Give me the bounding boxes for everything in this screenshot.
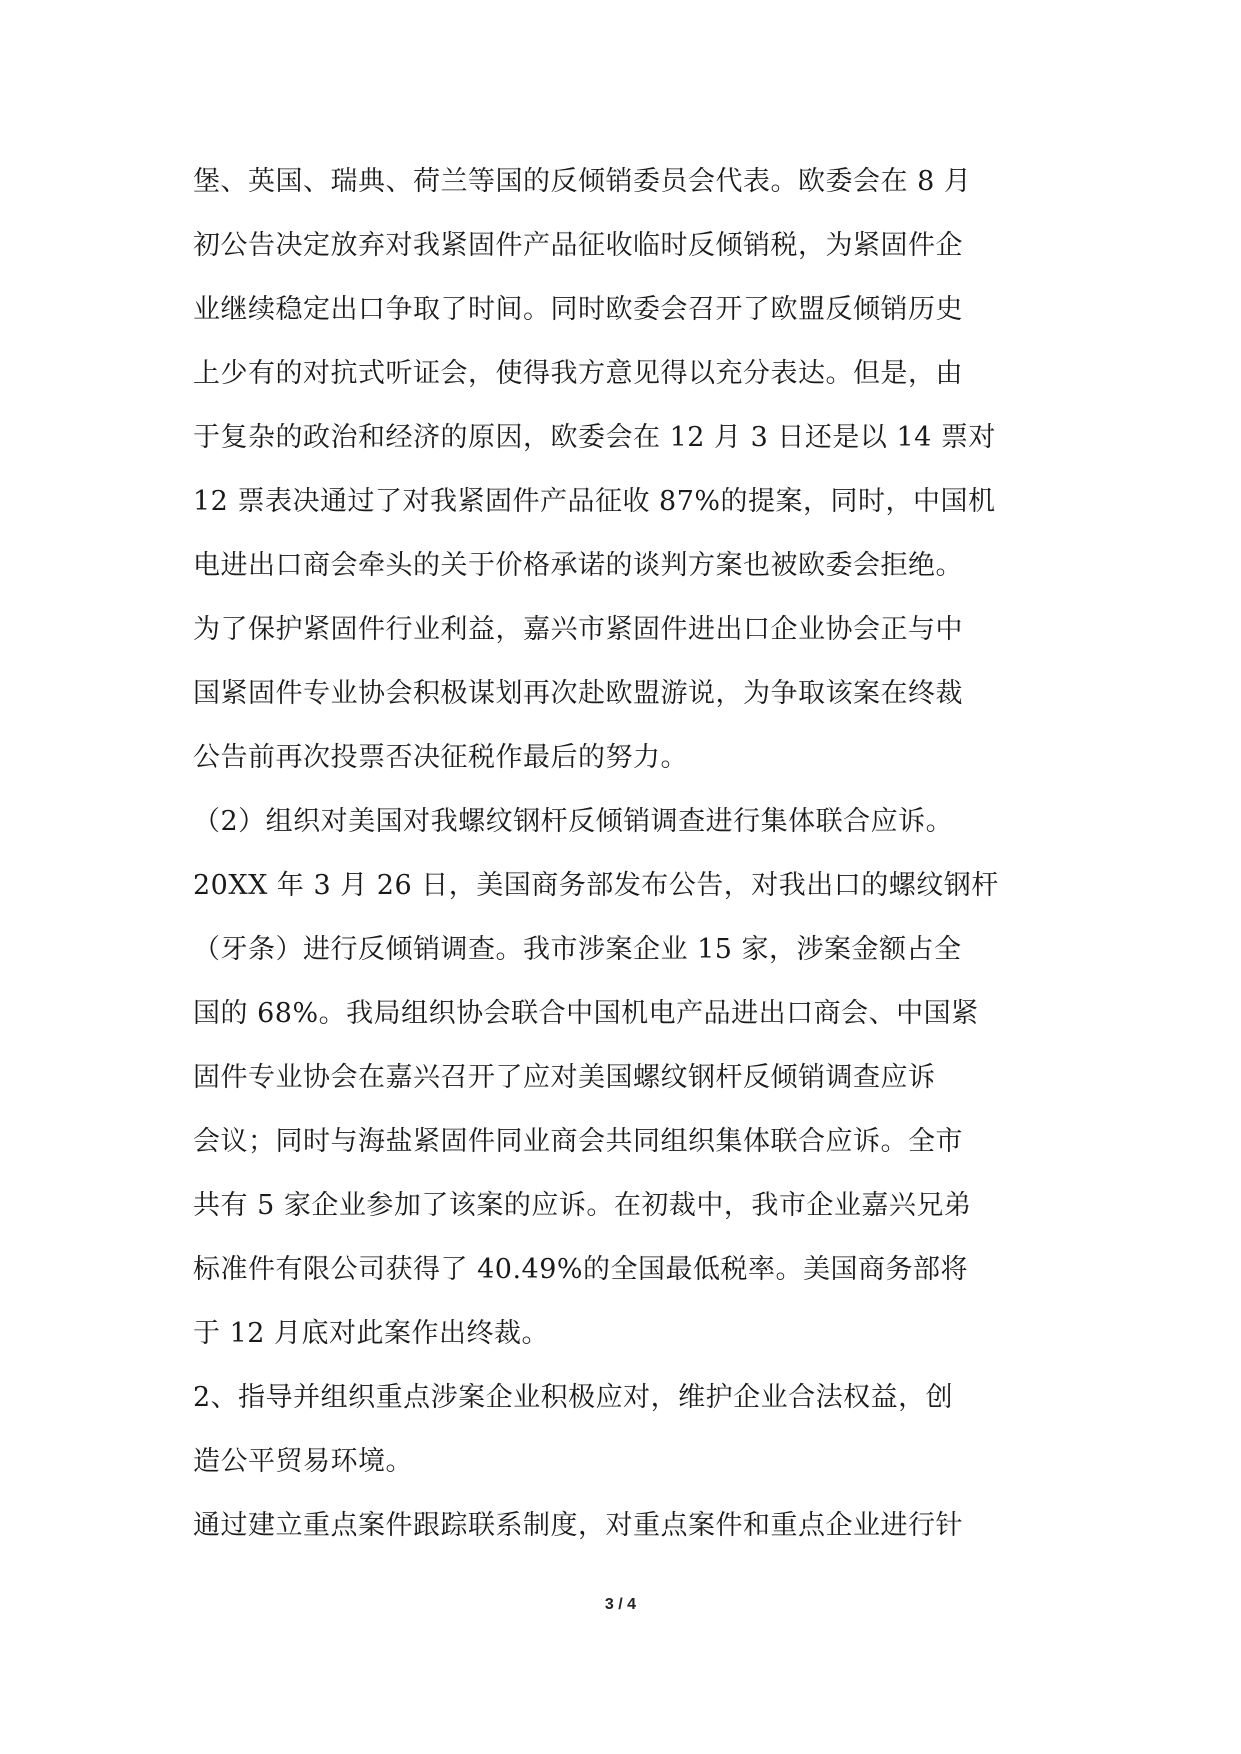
text-line: 12 票表决通过了对我紧固件产品征收 87%的提案，同时，中国机: [193, 486, 996, 517]
text-line: 业继续稳定出口争取了时间。同时欧委会召开了欧盟反倾销历史: [193, 294, 963, 325]
text-line: 于复杂的政治和经济的原因，欧委会在 12 月 3 日还是以 14 票对: [193, 422, 996, 453]
text-line: 堡、英国、瑞典、荷兰等国的反倾销委员会代表。欧委会在 8 月: [193, 166, 972, 197]
text-line: 国的 68%。我局组织协会联合中国机电产品进出口商会、中国紧: [193, 998, 979, 1029]
page-number: 3 / 4: [604, 1596, 637, 1613]
text-line: 会议；同时与海盐紧固件同业商会共同组织集体联合应诉。全市: [193, 1126, 963, 1157]
section-heading: 2、指导并组织重点涉案企业积极应对，维护企业合法权益，创: [193, 1382, 954, 1413]
text-line: 造公平贸易环境。: [193, 1446, 413, 1477]
text-line: 上少有的对抗式听证会，使得我方意见得以充分表达。但是，由: [193, 358, 963, 389]
text-line: 共有 5 家企业参加了该案的应诉。在初裁中，我市企业嘉兴兄弟: [193, 1190, 972, 1221]
section-heading: （2）组织对美国对我螺纹钢杆反倾销调查进行集体联合应诉。: [193, 806, 954, 837]
text-line: （牙条）进行反倾销调查。我市涉案企业 15 家，涉案金额占全: [193, 934, 962, 965]
text-line: 固件专业协会在嘉兴召开了应对美国螺纹钢杆反倾销调查应诉: [193, 1062, 936, 1093]
text-line: 初公告决定放弃对我紧固件产品征收临时反倾销税，为紧固件企: [193, 230, 963, 261]
text-line: 为了保护紧固件行业利益，嘉兴市紧固件进出口企业协会正与中: [193, 614, 963, 645]
text-line: 国紧固件专业协会积极谋划再次赴欧盟游说，为争取该案在终裁: [193, 678, 963, 709]
body-text: [193, 162, 1073, 1570]
text-line: 公告前再次投票否决征税作最后的努力。: [193, 742, 688, 773]
text-line: 20XX 年 3 月 26 日，美国商务部发布公告，对我出口的螺纹钢杆: [193, 870, 999, 901]
text-line: 于 12 月底对此案作出终裁。: [193, 1318, 550, 1349]
text-line: 通过建立重点案件跟踪联系制度，对重点案件和重点企业进行针: [193, 1510, 963, 1541]
text-line: 电进出口商会牵头的关于价格承诺的谈判方案也被欧委会拒绝。: [193, 550, 963, 581]
text-line: 标准件有限公司获得了 40.49%的全国最低税率。美国商务部将: [193, 1254, 969, 1285]
